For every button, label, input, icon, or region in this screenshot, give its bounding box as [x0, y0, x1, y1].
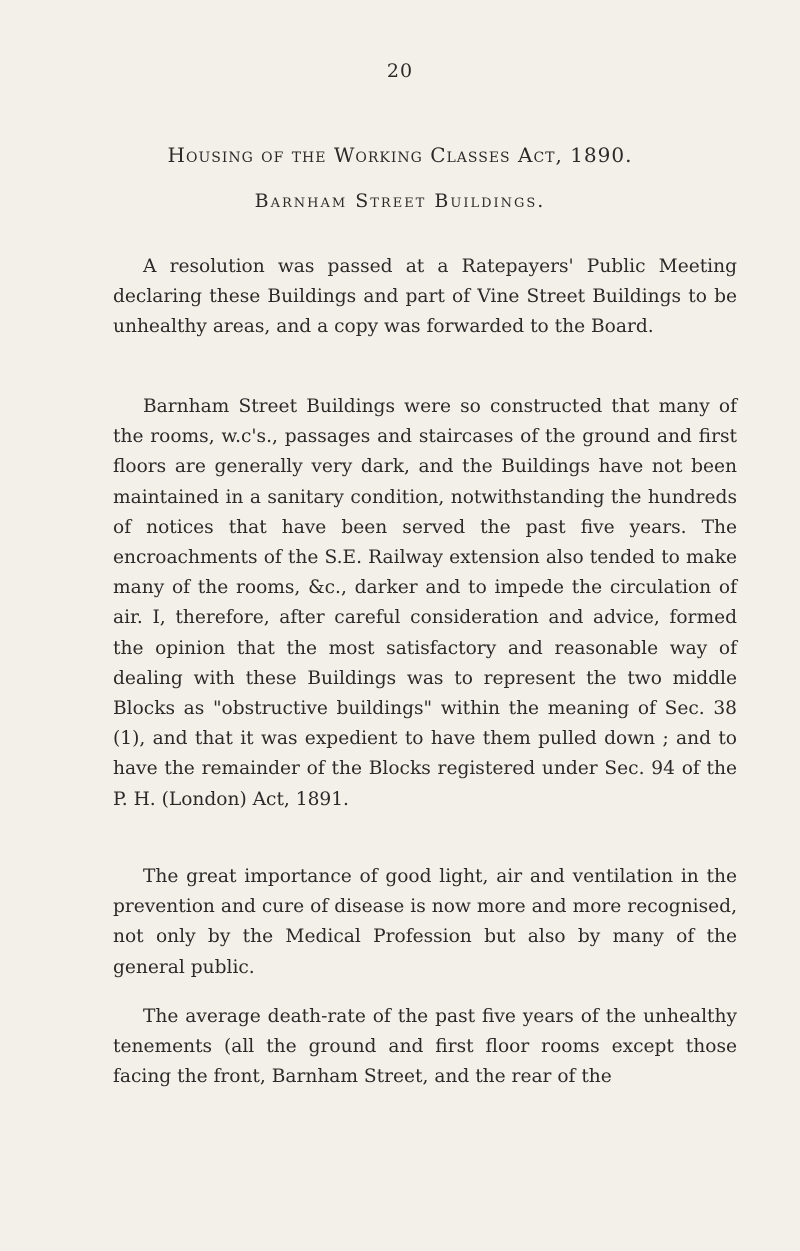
page-number: 20: [386, 60, 414, 82]
paragraph-buildings-condition: Barnham Street Buildings were so constructed that many of the rooms, w.c's., passages and staircases of the ground and first floors are generally very dark, and the Buildings have not been maintained in a sanitary condition, notwithstanding the hundreds of notices that have been served the past five years. The encroachments of the S.E. Railway extension also tended to make many of the rooms, &c., darker and to impede the circulation of air. I, therefore, after careful consideration and advice, formed the opinion that the most satisfactory and reasonable way of dealing with these Buildings was to represent the two middle Blocks as "obstructive buildings" within the meaning of Sec. 38 (1), and that it was expedient to have them pulled down ; and to have the remainder of the Blocks registered under Sec. 94 of the P. H. (London) Act, 1891.: [113, 396, 737, 810]
paragraph-death-rate: The average death-rate of the past five years of the unhealthy tenements (all the ground and first floor rooms except those facing the front, Barnham Street, and the rear of the: [113, 1006, 737, 1088]
act-heading: Housing of the Working Classes Act, 1890.: [167, 143, 633, 167]
paragraph-light-air-importance: The great importance of good light, air and ventilation in the prevention and cure of disease is now more and more recognised, not only by the Medical Profession but also by many of the general public.: [113, 866, 737, 978]
section-subheading: Barnham Street Buildings.: [254, 190, 546, 212]
paragraph-resolution: A resolution was passed at a Ratepayers' Public Meeting declaring these Buildings and part of Vine Street Buildings to be unhealthy areas, and a copy was forwarded to the Board.: [113, 256, 737, 338]
